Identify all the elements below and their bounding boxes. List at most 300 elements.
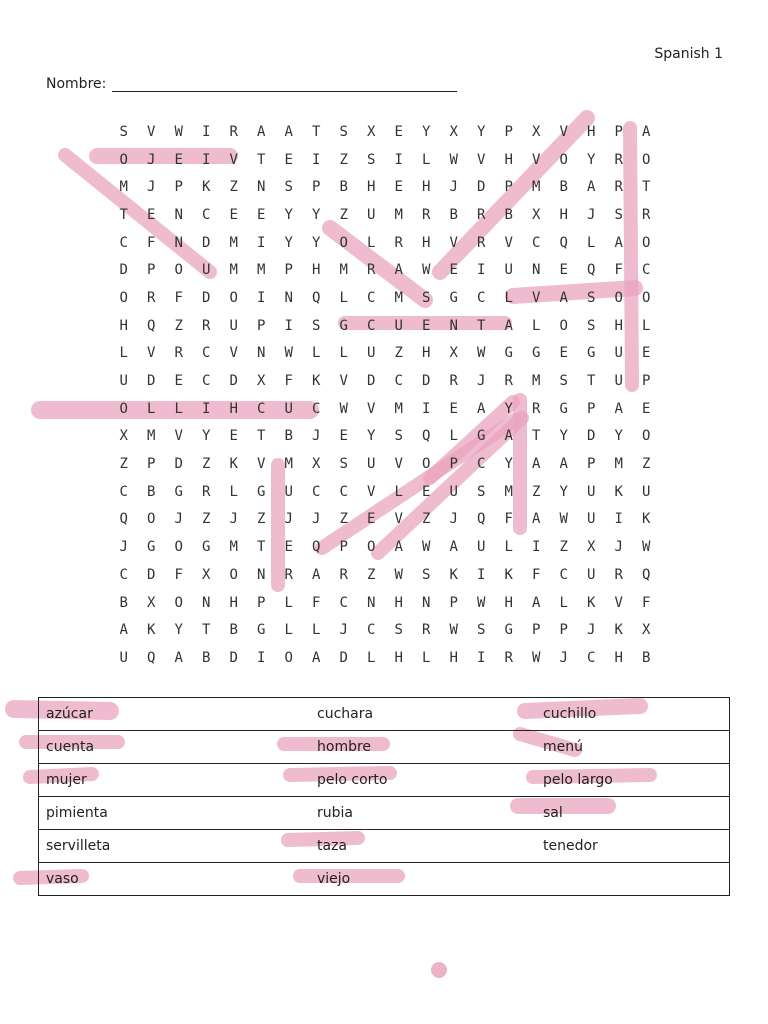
grid-letter[interactable]: R — [614, 151, 623, 168]
grid-letter[interactable]: C — [339, 594, 348, 611]
grid-letter[interactable]: C — [119, 234, 128, 251]
grid-letter[interactable]: X — [119, 428, 128, 445]
grid-letter[interactable]: L — [284, 622, 293, 639]
grid-letter[interactable]: P — [504, 123, 513, 140]
grid-letter[interactable]: L — [504, 539, 513, 556]
grid-letter[interactable]: H — [422, 345, 431, 362]
grid-letter[interactable]: X — [532, 206, 541, 223]
grid-letter[interactable]: H — [394, 594, 403, 611]
grid-letter[interactable]: E — [422, 317, 431, 334]
grid-letter[interactable]: N — [174, 234, 183, 251]
grid-letter[interactable]: E — [284, 151, 293, 168]
grid-letter[interactable]: E — [284, 539, 293, 556]
grid-letter[interactable]: L — [339, 345, 348, 362]
grid-letter[interactable]: Q — [477, 511, 486, 528]
grid-letter[interactable]: A — [532, 456, 541, 473]
grid-letter[interactable]: M — [532, 179, 541, 196]
grid-letter[interactable]: J — [119, 539, 128, 556]
grid-letter[interactable]: B — [119, 594, 128, 611]
grid-letter[interactable]: U — [284, 483, 293, 500]
grid-letter[interactable]: H — [229, 400, 238, 417]
grid-letter[interactable]: V — [449, 234, 458, 251]
grid-letter[interactable]: A — [614, 400, 623, 417]
grid-letter[interactable]: U — [119, 649, 128, 666]
grid-letter[interactable]: D — [147, 373, 156, 390]
grid-letter[interactable]: K — [587, 594, 596, 611]
grid-letter[interactable]: O — [229, 566, 238, 583]
grid-letter[interactable]: N — [367, 594, 376, 611]
grid-letter[interactable]: A — [559, 289, 568, 306]
grid-letter[interactable]: W — [422, 539, 431, 556]
grid-letter[interactable]: N — [449, 317, 458, 334]
grid-letter[interactable]: F — [642, 594, 651, 611]
grid-letter[interactable]: Z — [642, 456, 651, 473]
grid-letter[interactable]: G — [339, 317, 348, 334]
grid-letter[interactable]: B — [642, 649, 651, 666]
grid-letter[interactable]: W — [449, 151, 458, 168]
grid-letter[interactable]: R — [229, 123, 238, 140]
grid-letter[interactable]: J — [559, 649, 568, 666]
grid-letter[interactable]: P — [614, 123, 623, 140]
grid-letter[interactable]: R — [422, 206, 431, 223]
grid-letter[interactable]: Z — [339, 511, 348, 528]
grid-letter[interactable]: U — [367, 456, 376, 473]
grid-letter[interactable]: F — [614, 262, 623, 279]
grid-letter[interactable]: V — [559, 123, 568, 140]
grid-letter[interactable]: O — [174, 539, 183, 556]
grid-letter[interactable]: U — [202, 262, 211, 279]
grid-letter[interactable]: J — [174, 511, 183, 528]
grid-letter[interactable]: C — [587, 649, 596, 666]
grid-letter[interactable]: B — [339, 179, 348, 196]
grid-letter[interactable]: P — [147, 456, 156, 473]
grid-letter[interactable]: P — [642, 373, 651, 390]
grid-letter[interactable]: I — [202, 400, 211, 417]
grid-letter[interactable]: G — [174, 483, 183, 500]
grid-letter[interactable]: O — [119, 289, 128, 306]
grid-letter[interactable]: O — [119, 151, 128, 168]
grid-letter[interactable]: W — [477, 594, 486, 611]
grid-letter[interactable]: B — [229, 622, 238, 639]
grid-letter[interactable]: J — [449, 511, 458, 528]
grid-letter[interactable]: V — [367, 400, 376, 417]
grid-letter[interactable]: E — [449, 262, 458, 279]
grid-letter[interactable]: A — [394, 539, 403, 556]
grid-letter[interactable]: G — [477, 428, 486, 445]
grid-letter[interactable]: V — [614, 594, 623, 611]
grid-letter[interactable]: L — [504, 289, 513, 306]
grid-letter[interactable]: E — [229, 428, 238, 445]
grid-letter[interactable]: V — [147, 123, 156, 140]
grid-letter[interactable]: Q — [587, 262, 596, 279]
grid-letter[interactable]: V — [532, 151, 541, 168]
grid-letter[interactable]: J — [614, 539, 623, 556]
grid-letter[interactable]: X — [532, 123, 541, 140]
grid-letter[interactable]: W — [477, 345, 486, 362]
grid-letter[interactable]: X — [449, 345, 458, 362]
grid-letter[interactable]: J — [449, 179, 458, 196]
grid-letter[interactable]: W — [449, 622, 458, 639]
grid-letter[interactable]: T — [257, 151, 266, 168]
grid-letter[interactable]: F — [174, 289, 183, 306]
grid-letter[interactable]: T — [532, 428, 541, 445]
grid-letter[interactable]: R — [614, 179, 623, 196]
grid-letter[interactable]: G — [504, 345, 513, 362]
grid-letter[interactable]: J — [147, 151, 156, 168]
grid-letter[interactable]: A — [174, 649, 183, 666]
grid-letter[interactable]: J — [284, 511, 293, 528]
grid-letter[interactable]: M — [504, 483, 513, 500]
grid-letter[interactable]: M — [257, 262, 266, 279]
grid-letter[interactable]: V — [504, 234, 513, 251]
grid-letter[interactable]: N — [202, 594, 211, 611]
grid-letter[interactable]: E — [174, 151, 183, 168]
grid-letter[interactable]: O — [174, 594, 183, 611]
grid-letter[interactable]: L — [394, 483, 403, 500]
grid-letter[interactable]: U — [504, 262, 513, 279]
grid-letter[interactable]: H — [367, 179, 376, 196]
grid-letter[interactable]: G — [257, 622, 266, 639]
grid-letter[interactable]: O — [422, 456, 431, 473]
grid-letter[interactable]: W — [422, 262, 431, 279]
grid-letter[interactable]: H — [587, 123, 596, 140]
grid-letter[interactable]: C — [119, 566, 128, 583]
grid-letter[interactable]: H — [422, 179, 431, 196]
grid-letter[interactable]: L — [312, 622, 321, 639]
grid-letter[interactable]: C — [642, 262, 651, 279]
grid-letter[interactable]: Y — [284, 206, 293, 223]
grid-letter[interactable]: E — [339, 428, 348, 445]
grid-letter[interactable]: Q — [312, 539, 321, 556]
grid-letter[interactable]: K — [229, 456, 238, 473]
grid-letter[interactable]: E — [394, 123, 403, 140]
grid-letter[interactable]: I — [477, 566, 486, 583]
grid-letter[interactable]: U — [449, 483, 458, 500]
grid-letter[interactable]: K — [614, 483, 623, 500]
grid-letter[interactable]: T — [642, 179, 651, 196]
grid-letter[interactable]: E — [367, 511, 376, 528]
grid-letter[interactable]: I — [312, 151, 321, 168]
grid-letter[interactable]: K — [504, 566, 513, 583]
grid-letter[interactable]: U — [394, 317, 403, 334]
grid-letter[interactable]: D — [367, 373, 376, 390]
grid-letter[interactable]: O — [339, 234, 348, 251]
grid-letter[interactable]: X — [257, 373, 266, 390]
grid-letter[interactable]: P — [587, 400, 596, 417]
grid-letter[interactable]: A — [532, 511, 541, 528]
grid-letter[interactable]: I — [202, 151, 211, 168]
grid-letter[interactable]: J — [477, 373, 486, 390]
grid-letter[interactable]: R — [642, 206, 651, 223]
grid-letter[interactable]: G — [202, 539, 211, 556]
grid-letter[interactable]: R — [147, 289, 156, 306]
grid-letter[interactable]: F — [504, 511, 513, 528]
grid-letter[interactable]: M — [119, 179, 128, 196]
grid-letter[interactable]: M — [339, 262, 348, 279]
grid-letter[interactable]: C — [367, 317, 376, 334]
grid-letter[interactable]: O — [642, 234, 651, 251]
grid-letter[interactable]: V — [532, 289, 541, 306]
grid-letter[interactable]: X — [449, 123, 458, 140]
grid-letter[interactable]: E — [559, 345, 568, 362]
grid-letter[interactable]: D — [339, 649, 348, 666]
grid-letter[interactable]: H — [312, 262, 321, 279]
grid-letter[interactable]: O — [284, 649, 293, 666]
grid-letter[interactable]: S — [587, 317, 596, 334]
grid-letter[interactable]: J — [587, 622, 596, 639]
grid-letter[interactable]: Z — [532, 483, 541, 500]
grid-letter[interactable]: Q — [312, 289, 321, 306]
grid-letter[interactable]: T — [257, 428, 266, 445]
grid-letter[interactable]: Z — [559, 539, 568, 556]
grid-letter[interactable]: Z — [339, 206, 348, 223]
grid-letter[interactable]: A — [614, 234, 623, 251]
grid-letter[interactable]: C — [394, 373, 403, 390]
grid-letter[interactable]: A — [449, 539, 458, 556]
grid-letter[interactable]: A — [284, 123, 293, 140]
grid-letter[interactable]: A — [312, 649, 321, 666]
grid-letter[interactable]: N — [257, 566, 266, 583]
grid-letter[interactable]: C — [257, 400, 266, 417]
grid-letter[interactable]: B — [559, 179, 568, 196]
grid-letter[interactable]: C — [339, 483, 348, 500]
grid-letter[interactable]: U — [229, 317, 238, 334]
grid-letter[interactable]: C — [119, 483, 128, 500]
grid-letter[interactable]: U — [587, 566, 596, 583]
grid-letter[interactable]: A — [394, 262, 403, 279]
grid-letter[interactable]: J — [229, 511, 238, 528]
grid-letter[interactable]: Y — [174, 622, 183, 639]
grid-letter[interactable]: L — [367, 234, 376, 251]
grid-letter[interactable]: U — [284, 400, 293, 417]
grid-letter[interactable]: X — [642, 622, 651, 639]
grid-letter[interactable]: P — [587, 456, 596, 473]
grid-letter[interactable]: L — [284, 594, 293, 611]
grid-letter[interactable]: P — [532, 622, 541, 639]
grid-letter[interactable]: E — [449, 400, 458, 417]
grid-letter[interactable]: Z — [229, 179, 238, 196]
grid-letter[interactable]: O — [642, 289, 651, 306]
grid-letter[interactable]: E — [147, 206, 156, 223]
grid-letter[interactable]: P — [147, 262, 156, 279]
grid-letter[interactable]: E — [642, 400, 651, 417]
grid-letter[interactable]: Q — [642, 566, 651, 583]
grid-letter[interactable]: F — [147, 234, 156, 251]
grid-letter[interactable]: F — [284, 373, 293, 390]
grid-letter[interactable]: J — [312, 428, 321, 445]
grid-letter[interactable]: K — [147, 622, 156, 639]
grid-letter[interactable]: Y — [367, 428, 376, 445]
grid-letter[interactable]: F — [174, 566, 183, 583]
grid-letter[interactable]: N — [284, 289, 293, 306]
grid-letter[interactable]: P — [257, 594, 266, 611]
grid-letter[interactable]: I — [532, 539, 541, 556]
grid-letter[interactable]: S — [559, 373, 568, 390]
grid-letter[interactable]: D — [229, 373, 238, 390]
grid-letter[interactable]: Y — [504, 456, 513, 473]
grid-letter[interactable]: L — [422, 151, 431, 168]
grid-letter[interactable]: B — [202, 649, 211, 666]
grid-letter[interactable]: W — [284, 345, 293, 362]
grid-letter[interactable]: R — [477, 206, 486, 223]
grid-letter[interactable]: V — [229, 151, 238, 168]
grid-letter[interactable]: G — [587, 345, 596, 362]
grid-letter[interactable]: B — [504, 206, 513, 223]
grid-letter[interactable]: Q — [147, 317, 156, 334]
grid-letter[interactable]: V — [477, 151, 486, 168]
grid-letter[interactable]: D — [477, 179, 486, 196]
grid-letter[interactable]: R — [504, 373, 513, 390]
grid-letter[interactable]: K — [642, 511, 651, 528]
grid-letter[interactable]: M — [229, 262, 238, 279]
grid-letter[interactable]: J — [339, 622, 348, 639]
grid-letter[interactable]: R — [202, 483, 211, 500]
grid-letter[interactable]: S — [477, 483, 486, 500]
grid-letter[interactable]: E — [394, 179, 403, 196]
grid-letter[interactable]: M — [394, 206, 403, 223]
grid-letter[interactable]: G — [257, 483, 266, 500]
grid-letter[interactable]: U — [587, 511, 596, 528]
grid-letter[interactable]: C — [202, 373, 211, 390]
grid-letter[interactable]: O — [367, 539, 376, 556]
grid-letter[interactable]: L — [449, 428, 458, 445]
grid-letter[interactable]: J — [587, 206, 596, 223]
grid-letter[interactable]: M — [147, 428, 156, 445]
grid-letter[interactable]: Z — [202, 511, 211, 528]
grid-letter[interactable]: I — [202, 123, 211, 140]
grid-letter[interactable]: S — [339, 123, 348, 140]
grid-letter[interactable]: O — [229, 289, 238, 306]
grid-letter[interactable]: D — [119, 262, 128, 279]
grid-letter[interactable]: A — [504, 317, 513, 334]
grid-letter[interactable]: S — [587, 289, 596, 306]
grid-letter[interactable]: T — [312, 123, 321, 140]
grid-letter[interactable]: R — [202, 317, 211, 334]
grid-letter[interactable]: Y — [504, 400, 513, 417]
grid-letter[interactable]: E — [257, 206, 266, 223]
grid-letter[interactable]: A — [312, 566, 321, 583]
grid-letter[interactable]: I — [422, 400, 431, 417]
grid-letter[interactable]: U — [367, 345, 376, 362]
grid-letter[interactable]: G — [559, 400, 568, 417]
grid-letter[interactable]: M — [229, 234, 238, 251]
grid-letter[interactable]: R — [174, 345, 183, 362]
grid-letter[interactable]: V — [367, 483, 376, 500]
grid-letter[interactable]: Q — [559, 234, 568, 251]
grid-letter[interactable]: D — [147, 566, 156, 583]
grid-letter[interactable]: W — [174, 123, 183, 140]
grid-letter[interactable]: T — [119, 206, 128, 223]
grid-letter[interactable]: X — [587, 539, 596, 556]
grid-letter[interactable]: E — [422, 483, 431, 500]
grid-letter[interactable]: S — [367, 151, 376, 168]
grid-letter[interactable]: Z — [174, 317, 183, 334]
grid-letter[interactable]: A — [587, 179, 596, 196]
grid-letter[interactable]: R — [532, 400, 541, 417]
grid-letter[interactable]: P — [559, 622, 568, 639]
grid-letter[interactable]: V — [174, 428, 183, 445]
grid-letter[interactable]: A — [504, 428, 513, 445]
grid-letter[interactable]: O — [559, 151, 568, 168]
grid-letter[interactable]: O — [559, 317, 568, 334]
grid-letter[interactable]: I — [477, 649, 486, 666]
grid-letter[interactable]: H — [614, 649, 623, 666]
grid-letter[interactable]: C — [477, 289, 486, 306]
grid-letter[interactable]: S — [394, 622, 403, 639]
grid-letter[interactable]: H — [504, 151, 513, 168]
grid-letter[interactable]: R — [614, 566, 623, 583]
grid-letter[interactable]: E — [559, 262, 568, 279]
grid-letter[interactable]: Z — [367, 566, 376, 583]
grid-letter[interactable]: L — [119, 345, 128, 362]
grid-letter[interactable]: N — [174, 206, 183, 223]
grid-letter[interactable]: P — [284, 262, 293, 279]
grid-letter[interactable]: S — [284, 179, 293, 196]
grid-letter[interactable]: D — [202, 234, 211, 251]
grid-letter[interactable]: E — [229, 206, 238, 223]
grid-letter[interactable]: Z — [339, 151, 348, 168]
grid-letter[interactable]: Y — [284, 234, 293, 251]
grid-letter[interactable]: U — [614, 345, 623, 362]
grid-letter[interactable]: Y — [587, 151, 596, 168]
grid-letter[interactable]: P — [312, 179, 321, 196]
grid-letter[interactable]: Z — [119, 456, 128, 473]
grid-letter[interactable]: H — [422, 234, 431, 251]
grid-letter[interactable]: S — [394, 428, 403, 445]
grid-letter[interactable]: L — [642, 317, 651, 334]
grid-letter[interactable]: F — [312, 594, 321, 611]
grid-letter[interactable]: M — [614, 456, 623, 473]
grid-letter[interactable]: D — [174, 456, 183, 473]
grid-letter[interactable]: W — [339, 400, 348, 417]
grid-letter[interactable]: V — [229, 345, 238, 362]
grid-letter[interactable]: T — [257, 539, 266, 556]
grid-letter[interactable]: S — [422, 289, 431, 306]
grid-letter[interactable]: G — [147, 539, 156, 556]
grid-letter[interactable]: H — [229, 594, 238, 611]
grid-letter[interactable]: A — [532, 594, 541, 611]
grid-letter[interactable]: Z — [257, 511, 266, 528]
grid-letter[interactable]: K — [614, 622, 623, 639]
grid-letter[interactable]: S — [614, 206, 623, 223]
grid-letter[interactable]: A — [559, 456, 568, 473]
grid-letter[interactable]: U — [587, 483, 596, 500]
grid-letter[interactable]: U — [477, 539, 486, 556]
grid-letter[interactable]: G — [532, 345, 541, 362]
grid-letter[interactable]: M — [532, 373, 541, 390]
grid-letter[interactable]: N — [257, 179, 266, 196]
grid-letter[interactable]: T — [202, 622, 211, 639]
grid-letter[interactable]: Y — [559, 428, 568, 445]
grid-letter[interactable]: H — [449, 649, 458, 666]
grid-letter[interactable]: O — [174, 262, 183, 279]
grid-letter[interactable]: R — [477, 234, 486, 251]
grid-letter[interactable]: Z — [422, 511, 431, 528]
grid-letter[interactable]: L — [587, 234, 596, 251]
grid-letter[interactable]: V — [147, 345, 156, 362]
grid-letter[interactable]: X — [147, 594, 156, 611]
grid-letter[interactable]: A — [477, 400, 486, 417]
grid-letter[interactable]: G — [449, 289, 458, 306]
grid-letter[interactable]: P — [339, 539, 348, 556]
grid-letter[interactable]: R — [339, 566, 348, 583]
grid-letter[interactable]: L — [339, 289, 348, 306]
grid-letter[interactable]: W — [394, 566, 403, 583]
grid-letter[interactable]: Q — [422, 428, 431, 445]
grid-letter[interactable]: I — [614, 511, 623, 528]
grid-letter[interactable]: S — [422, 566, 431, 583]
grid-letter[interactable]: P — [449, 456, 458, 473]
